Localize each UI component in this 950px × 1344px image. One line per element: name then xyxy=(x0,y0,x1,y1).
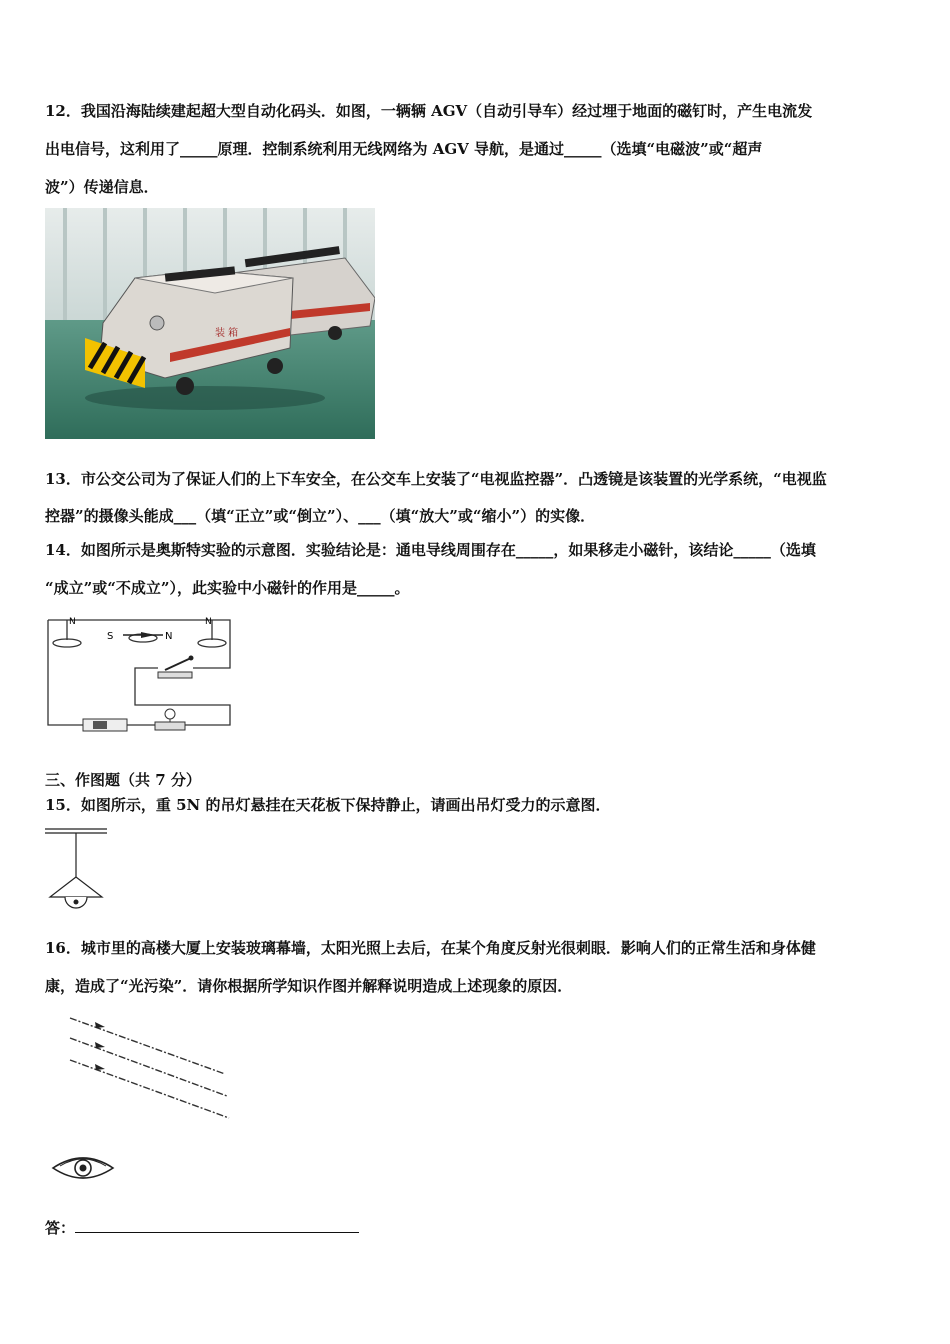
needle-s-label: S xyxy=(107,631,114,642)
agv-photo xyxy=(45,208,375,439)
eye-icon xyxy=(50,1152,116,1184)
q12-line-1: 12．我国沿海陆续建起超大型自动化码头．如图，一辆辆 AGV（自动引导车）经过埋于地面的磁钉时，产生电流发 xyxy=(45,102,813,120)
left-compass-n-label: N xyxy=(69,617,76,627)
section-3-title: 三、作图题（共 7 分） xyxy=(45,771,201,789)
q16-line-2: 康，造成了“光污染”．请你根据所学知识作图并解释说明造成上述现象的原因． xyxy=(45,977,573,995)
answer-line xyxy=(45,1218,375,1238)
oersted-circuit-diagram xyxy=(45,610,237,735)
sun-ray xyxy=(70,1018,225,1074)
q14-line-1: 14．如图所示是奥斯特实验的示意图．实验结论是：通电导线周围存在_____，如果移走小磁针，该结论_____（选填 xyxy=(45,541,816,559)
answer-label: 答： xyxy=(45,1219,76,1237)
q12-line-3: 波”）传递信息． xyxy=(45,178,159,196)
right-compass-n-label: N xyxy=(205,617,212,627)
ray-arrow xyxy=(95,1064,105,1070)
q13-line-1: 13．市公交公司为了保证人们的上下车安全，在公交车上安装了“电视监控器”．凸透镜是该装置的光学系统，“电视监 xyxy=(45,470,827,488)
hanging-lamp-figure xyxy=(45,825,110,920)
q12-line-2: 出电信号，这利用了_____原理．控制系统利用无线网络为 AGV 导航，是通过_____（选填“电磁波”或“超声 xyxy=(45,140,763,158)
q14-line-2: “成立”或“不成立”），此实验中小磁针的作用是_____。 xyxy=(45,579,410,597)
sun-ray xyxy=(70,1060,229,1118)
sunlight-rays-figure xyxy=(65,1010,235,1122)
ray-arrow xyxy=(95,1022,105,1028)
needle-n-label: N xyxy=(165,631,173,642)
q15-line-1: 15．如图所示，重 5N 的吊灯悬挂在天花板下保持静止，请画出吊灯受力的示意图． xyxy=(45,796,611,814)
q13-line-2: 控器”的摄像头能成___（填“正立”或“倒立”）、___（填“放大”或“缩小”）的实像． xyxy=(45,507,596,525)
agv-body-text: 装 箱 xyxy=(215,328,239,339)
answer-blank[interactable] xyxy=(75,1218,359,1233)
ray-arrow xyxy=(95,1042,105,1048)
q16-line-1: 16．城市里的高楼大厦上安装玻璃幕墙，太阳光照上去后，在某个角度反射光很刺眼．影响人们的正常生活和身体健 xyxy=(45,939,816,957)
